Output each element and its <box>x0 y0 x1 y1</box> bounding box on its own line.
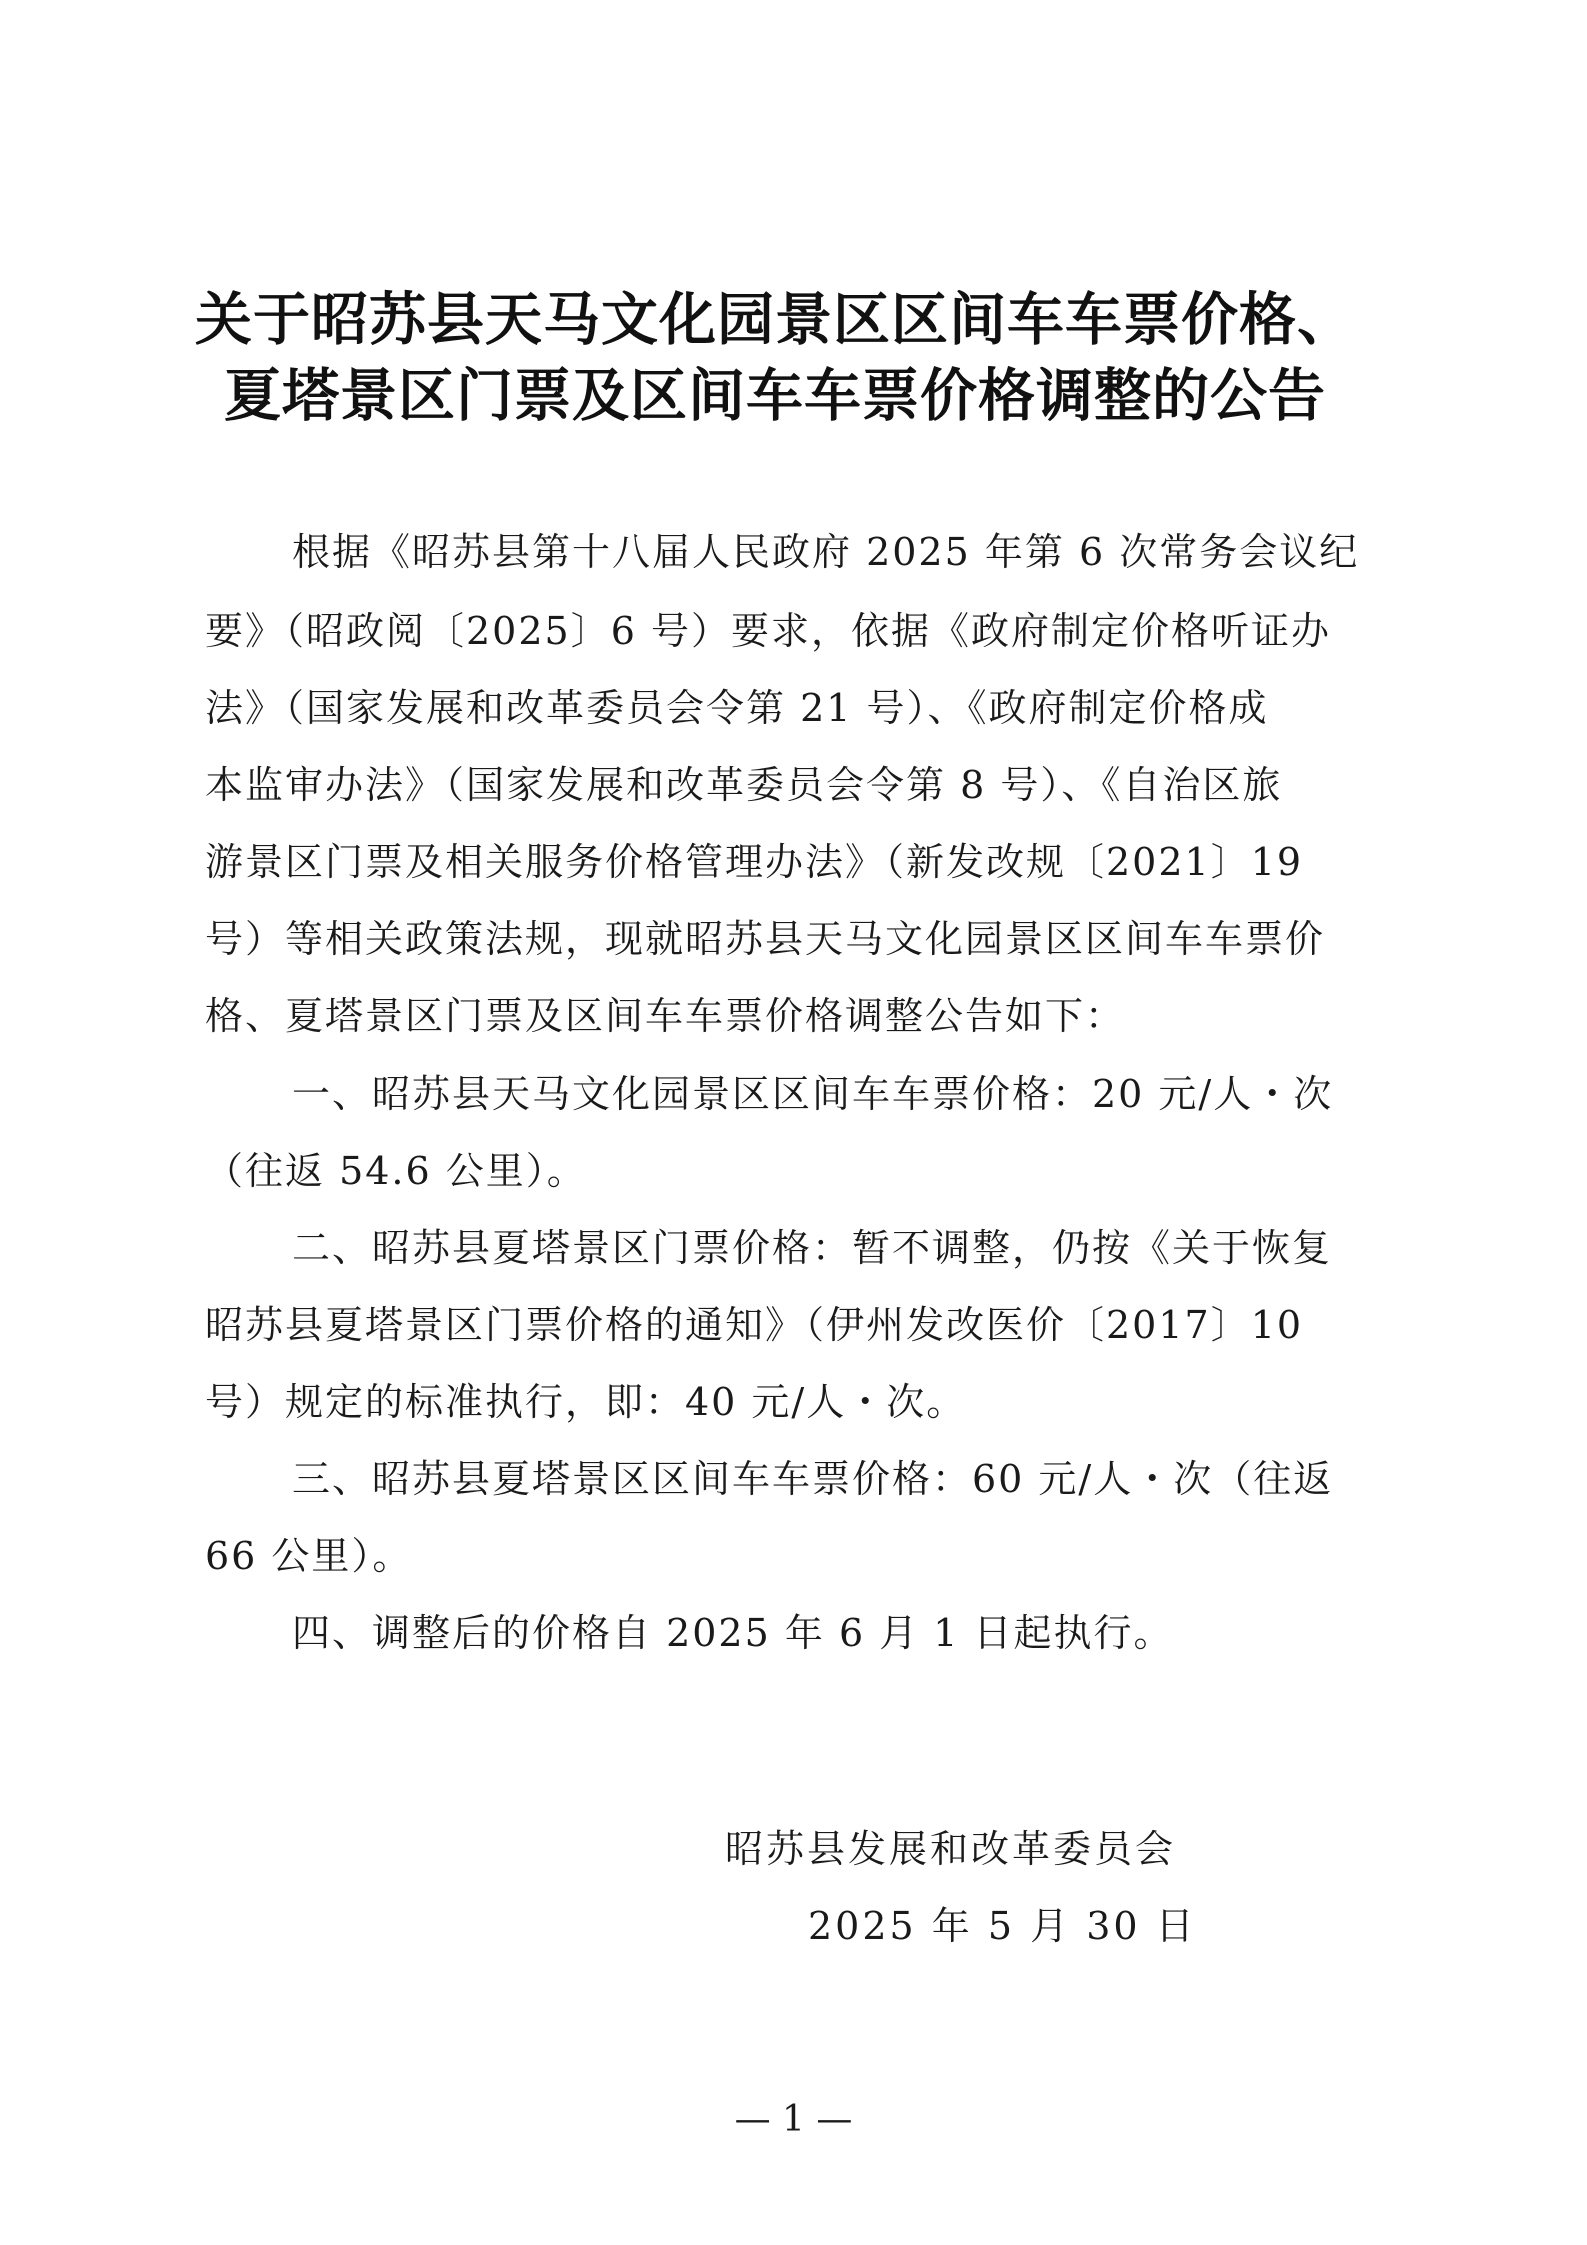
document-title-line-2: 夏塔景区门票及区间车车票价格调整的公告 <box>224 363 1326 429</box>
paragraph-1-line-3: 法》（国家发展和改革委员会令第 21 号）、《政府制定价格成 <box>205 686 1269 730</box>
paragraph-1-line-5: 游景区门票及相关服务价格管理办法》（新发改规〔2021〕19 <box>205 840 1304 884</box>
item-4-line-1: 四、调整后的价格自 2025 年 6 月 1 日起执行。 <box>292 1611 1174 1655</box>
paragraph-1-line-1: 根据《昭苏县第十八届人民政府 2025 年第 6 次常务会议纪 <box>292 530 1360 574</box>
page-number: — 1 — <box>734 2099 853 2140</box>
paragraph-1-line-2: 要》（昭政阅〔2025〕6 号）要求，依据《政府制定价格听证办 <box>205 609 1331 653</box>
item-1-line-1: 一、昭苏县天马文化园景区区间车车票价格：20 元/人・次 <box>292 1072 1334 1116</box>
item-1-line-2: （往返 54.6 公里）。 <box>205 1149 587 1193</box>
signature-date: 2025 年 5 月 30 日 <box>808 1904 1197 1948</box>
item-2-line-3: 号）规定的标准执行，即：40 元/人・次。 <box>205 1380 967 1424</box>
paragraph-1-line-7: 格、夏塔景区门票及区间车车票价格调整公告如下： <box>205 994 1126 1038</box>
document-title-line-1: 关于昭苏县天马文化园景区区间车车票价格、 <box>195 287 1355 353</box>
item-3-line-1: 三、昭苏县夏塔景区区间车车票价格：60 元/人・次（往返 <box>292 1457 1334 1501</box>
paragraph-1-line-6: 号）等相关政策法规，现就昭苏县天马文化园景区区间车车票价 <box>205 917 1326 961</box>
item-2-line-2: 昭苏县夏塔景区门票价格的通知》（伊州发改医价〔2017〕10 <box>205 1303 1304 1347</box>
item-3-line-2: 66 公里）。 <box>205 1534 413 1578</box>
signature-organization: 昭苏县发展和改革委员会 <box>725 1827 1177 1871</box>
item-2-line-1: 二、昭苏县夏塔景区门票价格：暂不调整，仍按《关于恢复 <box>292 1226 1333 1270</box>
paragraph-1-line-4: 本监审办法》（国家发展和改革委员会令第 8 号）、《自治区旅 <box>205 763 1283 807</box>
